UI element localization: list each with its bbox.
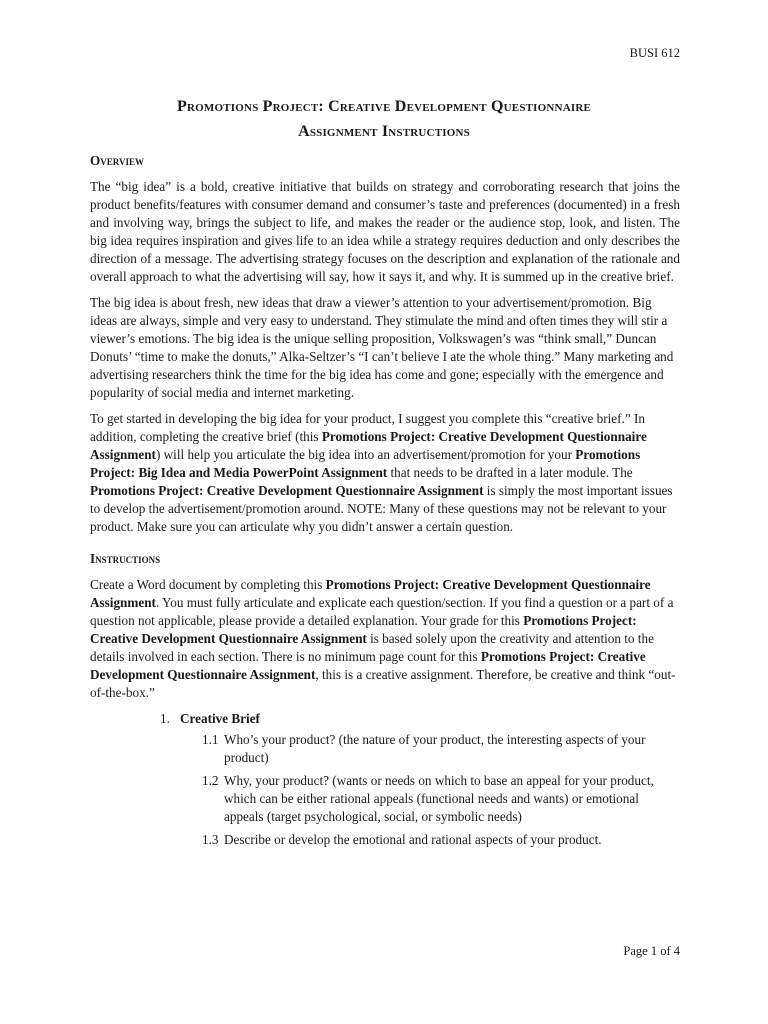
title-line-2: Assignment Instructions	[298, 123, 470, 140]
sub-list-number: 1.1	[202, 732, 219, 747]
bold-assignment-name: Promotions Project: Creative Development Questionnaire Assignment	[90, 483, 484, 498]
sub-list-text: Who’s your product? (the nature of your product, the interesting aspects of your product)	[224, 732, 646, 765]
course-code: BUSI 612	[629, 46, 680, 60]
bold-assignment-name: Promotions Project: Creative Development Questionnaire Assignment	[90, 577, 651, 610]
sub-list-item	[202, 731, 680, 767]
sub-list-item	[202, 831, 680, 849]
instructions-heading: Instructions	[90, 551, 161, 566]
bold-assignment-name: Promotions Project: Creative Development Questionnaire Assignment	[90, 613, 637, 646]
overview-heading: Overview	[90, 153, 144, 168]
instructions-paragraph	[90, 576, 680, 702]
overview-paragraph-2: The big idea is about fresh, new ideas that draw a viewer’s attention to your advertisement/promotion. Big ideas are always, simple and very easy to understand. They stimulate the mind and often times they will stir a viewer’s emotions. The big idea is the unique selling proposition, Volkswagen’s was “think small,” Duncan Donuts’ “time to make the donuts,” Alka-Seltzer’s “I can’t believe I ate the whole thing.” Many marketing and advertising researchers think the time for the big idea has come and gone; especially with the emergence and popularity of social media and internet marketing.	[90, 295, 674, 400]
sub-list-text: Describe or develop the emotional and rational aspects of your product.	[224, 832, 602, 847]
sub-list	[202, 731, 680, 849]
text-run: To get started in developing the big idea for your product, I suggest you complete this “creative brief.” In addition, completing the creative brief (this	[90, 411, 645, 444]
text-run: , this is a creative assignment. Therefore, be creative and think “out-of-the-box.”	[90, 667, 676, 700]
text-run: ) will help you articulate the big idea into an advertisement/promotion for your	[155, 447, 576, 462]
page-number: Page 1 of 4	[623, 944, 680, 958]
overview-paragraph-3	[90, 410, 680, 536]
text-run: that needs to be drafted in a later module. The	[387, 465, 633, 480]
page-title	[90, 94, 678, 144]
sub-list-number: 1.3	[202, 832, 219, 847]
bold-assignment-name: Promotions Project: Big Idea and Media PowerPoint Assignment	[90, 447, 641, 480]
sub-list-number: 1.2	[202, 773, 219, 788]
sub-list-item	[202, 772, 680, 826]
text-run: is based solely upon the creativity and attention to the details involved in each section. There is no minimum page count for this	[90, 631, 654, 664]
sub-list-text: Why, your product? (wants or needs on which to base an appeal for your product, which can be either rational appeals (functional needs and wants) or emotional appeals (target psychological, social, or symbolic needs)	[224, 773, 654, 824]
text-run: . You must fully articulate and explicate each question/section. If you find a question or a part of a question not applicable, please provide a detailed explanation. Your grade for this	[90, 595, 674, 628]
bold-assignment-name: Promotions Project: Creative Development Questionnaire Assignment	[90, 649, 646, 682]
overview-section	[90, 152, 680, 536]
numbered-list	[160, 710, 680, 849]
list-item	[160, 710, 680, 849]
instructions-section	[90, 550, 680, 849]
document-body	[90, 152, 680, 854]
bold-assignment-name: Promotions Project: Creative Development Questionnaire Assignment	[90, 429, 647, 462]
text-run: Create a Word document by completing this	[90, 577, 326, 592]
list-item-label: Creative Brief	[180, 711, 260, 726]
list-number: 1.	[160, 711, 170, 726]
text-run: is simply the most important issues to develop the advertisement/promotion around. NOTE: Many of these questions may not be relevant to your product. Make sure you can articulate why you didn’t answer a certain question.	[90, 483, 673, 534]
overview-paragraph-1: The “big idea” is a bold, creative initiative that builds on strategy and corroborating research that joins the product benefits/features with consumer demand and consumer’s taste and preferences (documented) in a fresh and involving way, brings the subject to life, and makes the reader or the audience stop, look, and listen. The big idea requires inspiration and gives life to an idea while a strategy requires deduction and only describes the direction of a message. The advertising strategy focuses on the description and explanation of the rationale and overall approach to what the advertising will say, how it says it, and why. It is summed up in the creative brief.	[90, 179, 680, 284]
title-line-1: Promotions Project: Creative Development Questionnaire	[176, 98, 592, 115]
